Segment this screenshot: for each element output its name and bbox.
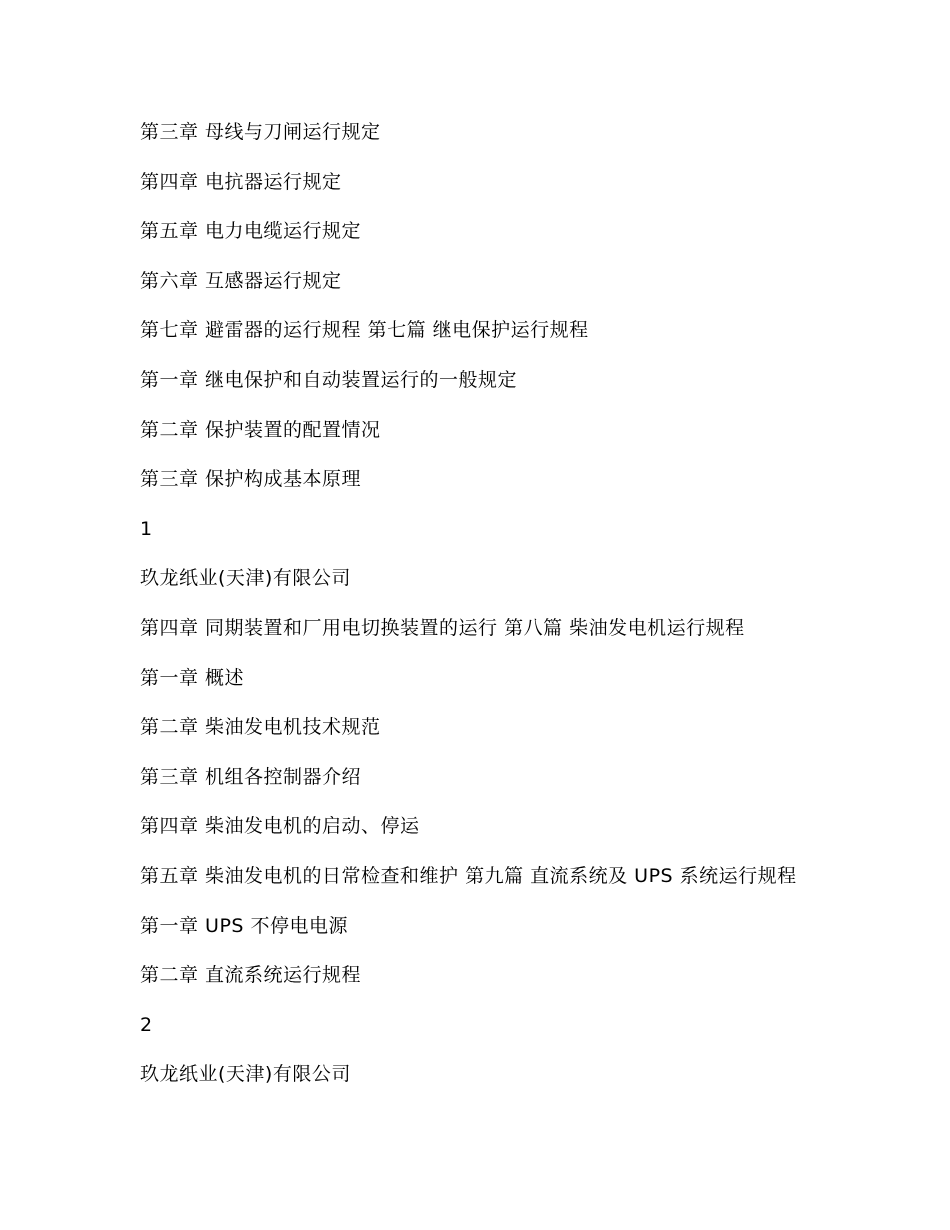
toc-chapter-2-protection-config: 第二章 保护装置的配置情况 xyxy=(140,418,381,441)
toc-chapter-7-arrester: 第七章 避雷器的运行规程 第七篇 继电保护运行规程 xyxy=(140,319,589,342)
toc-chapter-2-dc-system: 第二章 直流系统运行规程 xyxy=(140,964,362,987)
toc-chapter-3-protection-principle: 第三章 保护构成基本原理 xyxy=(140,468,362,491)
page-number: 2 xyxy=(140,1013,153,1036)
toc-chapter-3-busbar: 第三章 母线与刀闸运行规定 xyxy=(140,121,381,143)
toc-chapter-1-relay-general: 第一章 继电保护和自动装置运行的一般规定 xyxy=(140,368,518,391)
company-name: 玖龙纸业(天津)有限公司 xyxy=(140,567,351,590)
toc-chapter-3-controller: 第三章 机组各控制器介绍 xyxy=(140,765,362,788)
toc-chapter-5-diesel-maintenance: 第五章 柴油发电机的日常检查和维护 第九篇 直流系统及 UPS 系统运行规程 xyxy=(140,864,797,887)
toc-chapter-2-diesel-spec: 第二章 柴油发电机技术规范 xyxy=(140,716,381,739)
toc-chapter-1-overview: 第一章 概述 xyxy=(140,666,245,689)
toc-chapter-4-reactor: 第四章 电抗器运行规定 xyxy=(140,170,342,193)
company-name: 玖龙纸业(天津)有限公司 xyxy=(140,1063,351,1086)
toc-chapter-4-sync-device: 第四章 同期装置和厂用电切换装置的运行 第八篇 柴油发电机运行规程 xyxy=(140,616,745,639)
page-number: 1 xyxy=(140,517,153,540)
toc-chapter-4-diesel-start-stop: 第四章 柴油发电机的启动、停运 xyxy=(140,815,420,838)
toc-chapter-1-ups: 第一章 UPS 不停电电源 xyxy=(140,914,349,937)
toc-chapter-6-transformer: 第六章 互感器运行规定 xyxy=(140,269,342,292)
table-of-contents xyxy=(140,117,810,1109)
toc-chapter-5-power-cable: 第五章 电力电缆运行规定 xyxy=(140,220,362,243)
